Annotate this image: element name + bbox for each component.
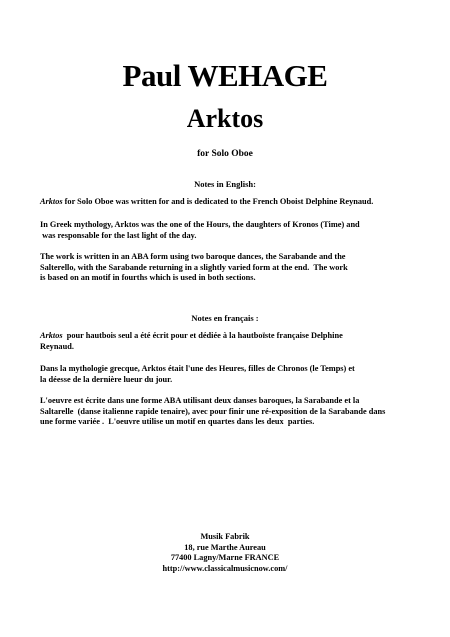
paragraph-line xyxy=(40,197,420,208)
paragraph-text: pour hautbois seul a été écrit pour et dédiée à la hautboïste française Delphine xyxy=(62,331,343,340)
work-subtitle: for Solo Oboe xyxy=(197,149,253,159)
paragraph-line: Reynaud. xyxy=(40,341,74,351)
publisher-url[interactable]: http://www.classicalmusicnow.com/ xyxy=(162,563,288,573)
french-paragraph-dedication xyxy=(40,331,420,352)
english-paragraph-form xyxy=(40,252,420,284)
publisher-name: Musik Fabrik xyxy=(200,532,250,541)
publisher-city: 77400 Lagny/Marne FRANCE xyxy=(170,553,280,563)
publisher-address xyxy=(0,532,450,574)
work-title-italic: Arktos xyxy=(40,331,63,340)
french-paragraph-mythology xyxy=(40,364,420,385)
composer-name: Paul WEHAGE xyxy=(122,58,328,93)
english-paragraph-dedication xyxy=(40,197,420,208)
paragraph-line: la déesse de la dernière lueur du jour. xyxy=(40,374,173,384)
paragraph-line: Saltarelle (danse italienne rapide tenaire), avec pour finir une ré-exposition de la Sarabande dans xyxy=(40,406,386,416)
publisher-street: 18, rue Marthe Aureau xyxy=(184,542,266,552)
paragraph-line xyxy=(40,331,420,342)
notes-english-heading: Notes in English: xyxy=(194,179,256,189)
paragraph-line: In Greek mythology, Arktos was the one of the Hours, the daughters of Kronos (Time) and xyxy=(40,220,360,229)
work-title: Arktos xyxy=(186,104,264,133)
work-title-italic: Arktos xyxy=(40,197,63,206)
paragraph-text: for Solo Oboe was written for and is dedicated to the French Oboist Delphine Reynaud. xyxy=(62,197,374,206)
paragraph-line: Dans la mythologie grecque, Arktos était l'une des Heures, filles de Chronos (le Temps) et xyxy=(40,364,355,373)
paragraph-line: L'oeuvre est écrite dans une forme ABA utilisant deux danses baroques, la Sarabande et la xyxy=(40,396,360,405)
paragraph-line: Salterello, with the Sarabande returning in a slightly varied form at the end. The work xyxy=(40,262,348,272)
french-paragraph-form xyxy=(40,396,420,428)
paragraph-line: was responsable for the last light of the day. xyxy=(40,230,197,240)
english-paragraph-mythology xyxy=(40,220,420,241)
notes-french-heading: Notes en français : xyxy=(191,313,259,323)
paragraph-line: is based on an motif in fourths which is used in both sections. xyxy=(40,273,256,283)
paragraph-line: The work is written in an ABA form using two baroque dances, the Sarabande and the xyxy=(40,252,346,261)
paragraph-line: une forme variée . L'oeuvre utilise un motif en quartes dans les deux parties. xyxy=(40,417,315,427)
